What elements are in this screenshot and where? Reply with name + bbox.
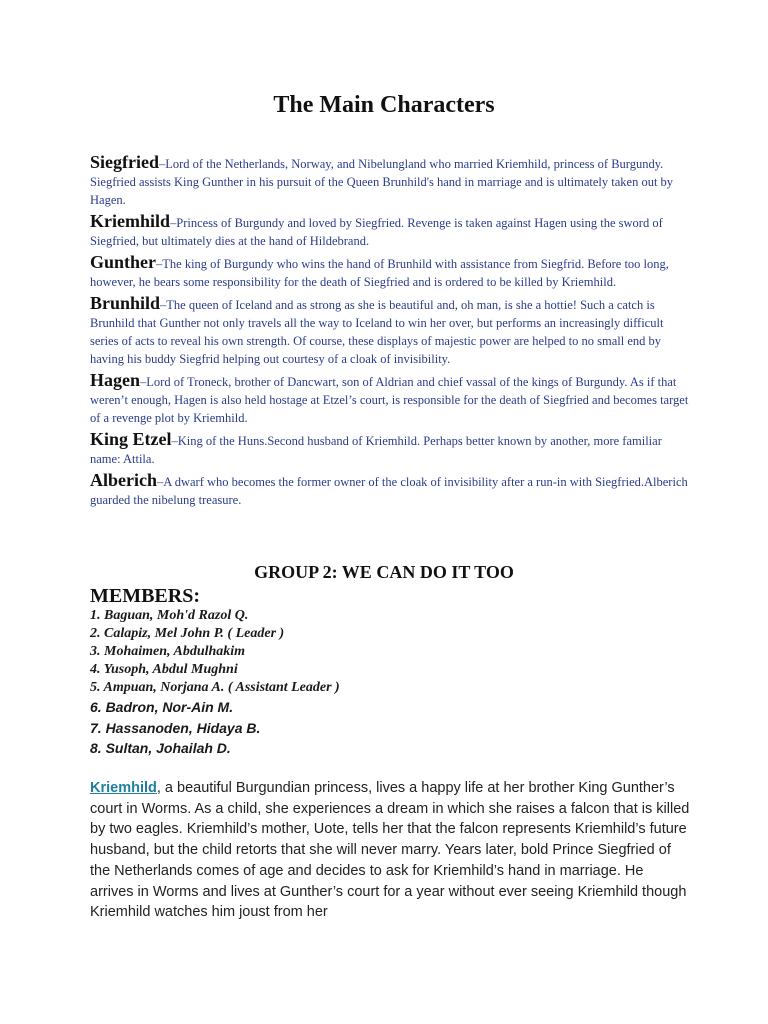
members-list <box>90 607 340 759</box>
character-description: A dwarf who becomes the former owner of the cloak of invisibility after a run-in with Siegfried.Alberich guarded the nibelung treasure. <box>90 475 688 507</box>
separator: – <box>157 475 164 489</box>
character-name: King Etzel <box>90 429 172 449</box>
members-heading: MEMBERS: <box>90 585 200 607</box>
member-item: 1. Baguan, Moh'd Razol Q. <box>90 608 249 623</box>
separator: – <box>156 257 163 271</box>
character-name: Brunhild <box>90 293 161 313</box>
character-description: Lord of Troneck, brother of Dancwart, son of Aldrian and chief vassal of the kings of Burgundy. As if that weren’t enough, Hagen is also held hostage at Etzel’s court, is responsible for the death of Siegfried and becomes target of a revenge plot by Kriemhild. <box>90 375 689 425</box>
character-description: Lord of the Netherlands, Norway, and Nibelungland who married Kriemhild, princess of Burgundy. Siegfried assists King Gunther in his pursuit of the Queen Brunhild's hand in marriage and is ultimately taken out by Hagen. <box>90 157 674 207</box>
summary-paragraph <box>90 778 690 923</box>
character-name: Siegfried <box>90 152 159 172</box>
character-description: Princess of Burgundy and loved by Siegfried. Revenge is taken against Hagen using the sword of Siegfried, but ultimately dies at the hand of Hildebrand. <box>90 216 663 248</box>
separator: – <box>140 375 147 389</box>
character-name: Alberich <box>90 470 157 490</box>
character-entry <box>90 430 690 468</box>
member-item: 8. Sultan, Johailah D. <box>90 740 231 756</box>
page-title: The Main Characters <box>273 92 495 118</box>
character-list <box>90 153 690 512</box>
character-entry <box>90 294 690 368</box>
separator: – <box>170 216 177 230</box>
member-item: 7. Hassanoden, Hidaya B. <box>90 719 261 736</box>
member-item: 5. Ampuan, Norjana A. ( Assistant Leader ) <box>90 680 340 695</box>
member-item: 4. Yusoph, Abdul Mughni <box>90 662 238 677</box>
separator: – <box>160 298 167 312</box>
group-title: GROUP 2: WE CAN DO IT TOO <box>254 562 514 582</box>
character-description: King of the Huns.Second husband of Kriemhild. Perhaps better known by another, more familiar name: Attila. <box>90 434 662 466</box>
member-item: 3. Mohaimen, Abdulhakim <box>90 644 246 659</box>
separator: – <box>171 434 178 448</box>
character-entry <box>90 153 690 209</box>
character-description: The queen of Iceland and as strong as she is beautiful and, oh man, is she a hottie! Such a catch is Brunhild that Gunther not only travels all the way to Iceland to win her over, but performs an increasingly difficult series of acts to reveal his own strength. Of course, these displays of majestic power are helped to no small end by having his buddy Siegfrid helping out courtesy of a cloak of invisibility. <box>90 298 664 366</box>
kriemhild-link[interactable]: Kriemhild <box>90 780 157 796</box>
separator: – <box>159 157 166 171</box>
character-entry <box>90 471 690 509</box>
character-entry <box>90 371 690 427</box>
character-entry <box>90 253 690 291</box>
member-item: 6. Badron, Nor-Ain M. <box>90 699 234 715</box>
member-item: 2. Calapiz, Mel John P. ( Leader ) <box>90 626 285 641</box>
character-name: Hagen <box>90 370 141 390</box>
character-name: Kriemhild <box>90 211 170 231</box>
character-name: Gunther <box>90 252 157 272</box>
summary-text: , a beautiful Burgundian princess, lives a happy life at her brother King Gunther’s court in Worms. As a child, she experiences a dream in which she raises a falcon that is killed by two eagles. Kriemhild’s mother, Uote, tells her that the falcon represents Kriemhild’s future husband, but the child retorts that she will never marry. Years later, bold Prince Siegfried of the Netherlands comes of age and decides to ask for Kriemhild’s hand in marriage. He arrives in Worms and lives at Gunther’s court for a year without ever seeing Kriemhild though Kriemhild watches him joust from her <box>90 780 690 921</box>
character-description: The king of Burgundy who wins the hand of Brunhild with assistance from Siegfrid. Before too long, however, he bears some responsibility for the death of Siegfried and is ordered to be killed by Kriemhild. <box>90 257 669 289</box>
character-entry <box>90 212 690 250</box>
